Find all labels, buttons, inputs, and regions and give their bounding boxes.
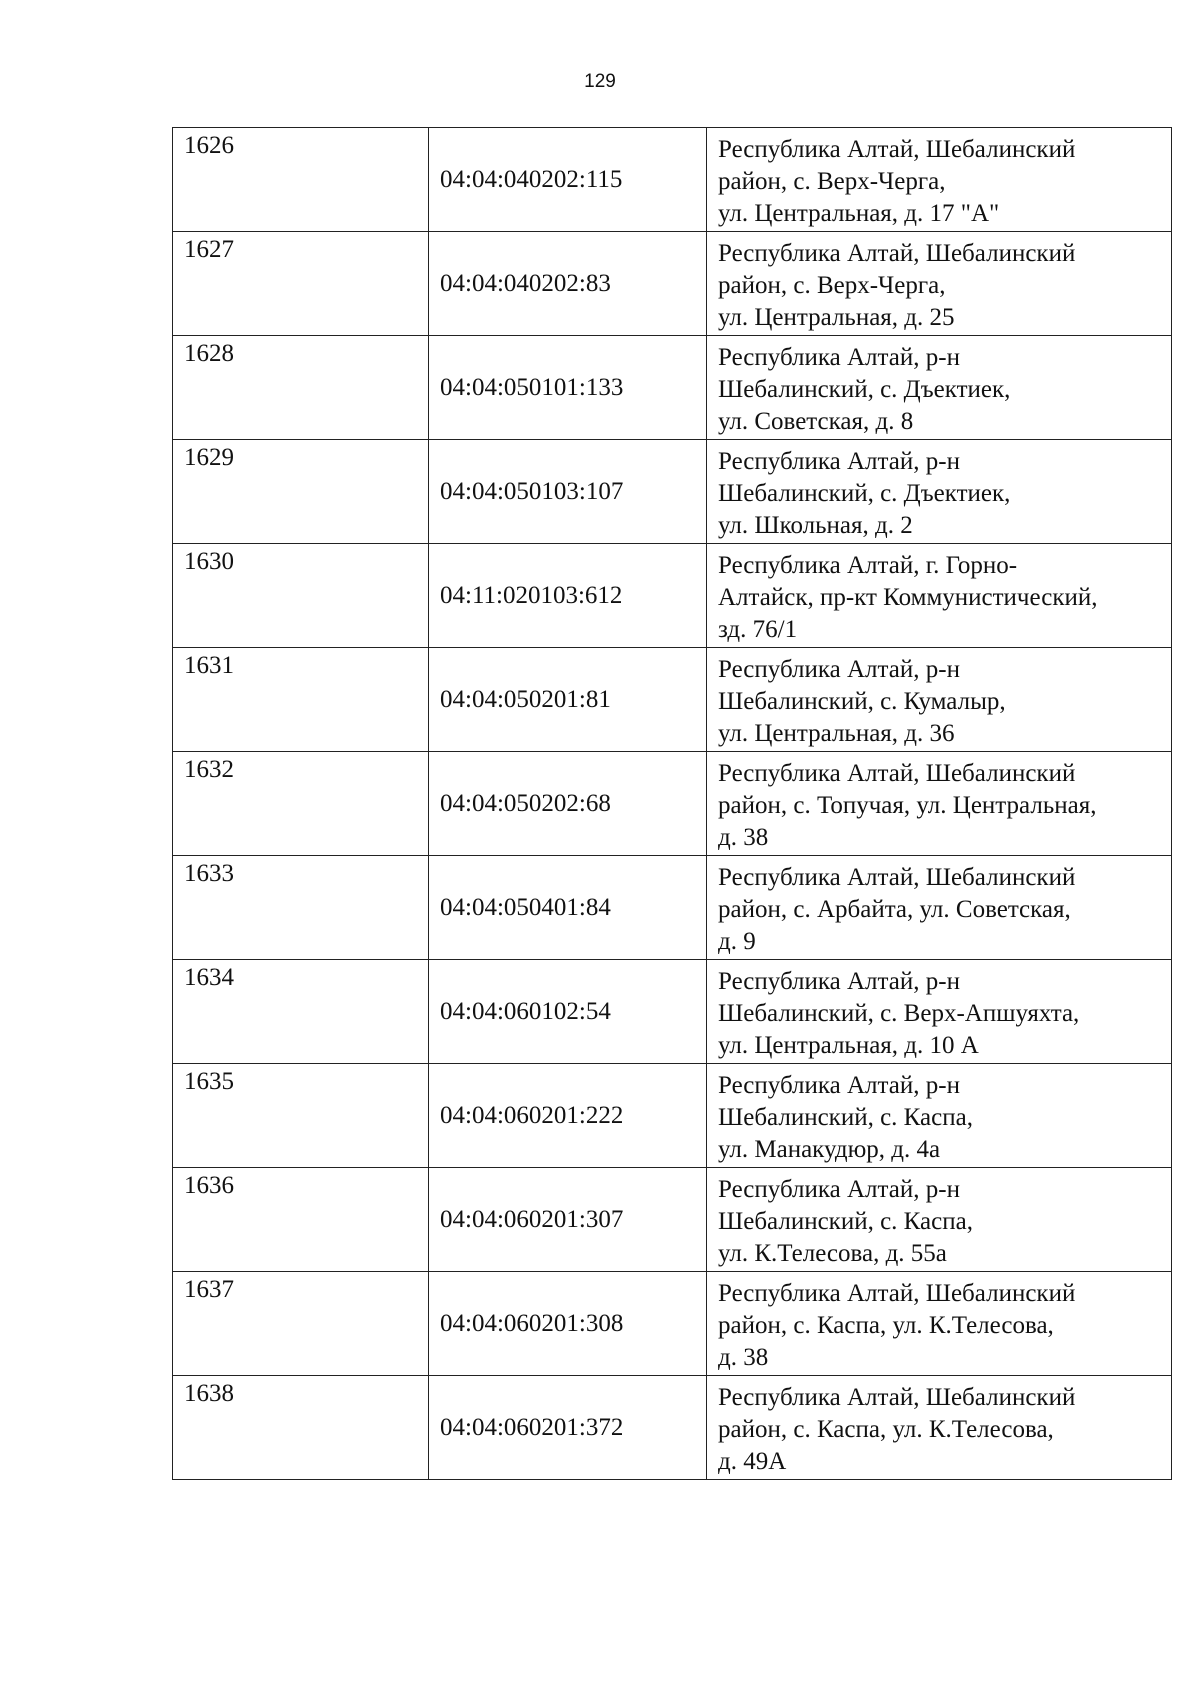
address-cell [707,856,1172,960]
address-line: Республика Алтай, р-н [718,656,960,683]
address-cell [707,1064,1172,1168]
address-cell [707,752,1172,856]
address-line: район, с. Каспа, ул. К.Телесова, [718,1312,1054,1339]
table-body [173,128,1172,1480]
row-number: 1629 [173,440,429,544]
address-line: ул. Центральная, д. 25 [718,304,955,331]
address-cell [707,960,1172,1064]
address-line: ул. К.Телесова, д. 55а [718,1240,947,1267]
row-number: 1635 [173,1064,429,1168]
address-line: район, с. Арбайта, ул. Советская, [718,896,1071,923]
table-row [173,648,1172,752]
address-line: Республика Алтай, Шебалинский [718,240,1076,267]
row-number: 1627 [173,232,429,336]
table-row [173,128,1172,232]
address-line: район, с. Верх-Черга, [718,272,946,299]
row-number: 1630 [173,544,429,648]
cadastral-number: 04:04:060201:307 [429,1168,707,1272]
address-cell [707,1168,1172,1272]
table-row [173,960,1172,1064]
table-row [173,1272,1172,1376]
address-line: ул. Центральная, д. 10 А [718,1032,979,1059]
address-line: Республика Алтай, Шебалинский [718,864,1076,891]
address-line: зд. 76/1 [718,616,798,643]
property-table [172,127,1172,1480]
row-number: 1638 [173,1376,429,1480]
address-cell [707,648,1172,752]
table-row [173,336,1172,440]
cadastral-number: 04:04:060201:222 [429,1064,707,1168]
address-line: Республика Алтай, р-н [718,1072,960,1099]
cadastral-number: 04:04:050401:84 [429,856,707,960]
cadastral-number: 04:04:050101:133 [429,336,707,440]
address-line: Республика Алтай, р-н [718,1176,960,1203]
table-row [173,752,1172,856]
address-line: район, с. Каспа, ул. К.Телесова, [718,1416,1054,1443]
cadastral-number: 04:04:060201:308 [429,1272,707,1376]
address-line: Алтайск, пр-кт Коммунистический, [718,584,1098,611]
address-line: Республика Алтай, Шебалинский [718,760,1076,787]
row-number: 1626 [173,128,429,232]
address-line: ул. Манакудюр, д. 4а [718,1136,941,1163]
address-line: Шебалинский, с. Кумалыр, [718,688,1006,715]
row-number: 1628 [173,336,429,440]
row-number: 1631 [173,648,429,752]
address-line: д. 38 [718,824,769,851]
table-row [173,1168,1172,1272]
address-line: Республика Алтай, р-н [718,448,960,475]
cadastral-number: 04:04:040202:115 [429,128,707,232]
table-row [173,1376,1172,1480]
address-line: Шебалинский, с. Дъектиек, [718,480,1011,507]
address-line: район, с. Топучая, ул. Центральная, [718,792,1097,819]
row-number: 1632 [173,752,429,856]
address-cell [707,544,1172,648]
cadastral-number: 04:04:050103:107 [429,440,707,544]
address-cell [707,1272,1172,1376]
address-line: Республика Алтай, Шебалинский [718,1280,1076,1307]
row-number: 1637 [173,1272,429,1376]
cadastral-number: 04:04:050202:68 [429,752,707,856]
address-cell [707,440,1172,544]
address-line: ул. Школьная, д. 2 [718,512,913,539]
address-line: Республика Алтай, Шебалинский [718,136,1076,163]
address-line: Шебалинский, с. Дъектиек, [718,376,1011,403]
address-line: д. 49А [718,1448,787,1475]
address-cell [707,336,1172,440]
cadastral-number: 04:04:060102:54 [429,960,707,1064]
address-line: ул. Центральная, д. 36 [718,720,955,747]
address-line: ул. Советская, д. 8 [718,408,914,435]
table-row [173,856,1172,960]
cadastral-number: 04:04:040202:83 [429,232,707,336]
table-row [173,1064,1172,1168]
address-line: Шебалинский, с. Каспа, [718,1208,973,1235]
address-line: Республика Алтай, Шебалинский [718,1384,1076,1411]
row-number: 1633 [173,856,429,960]
address-line: Республика Алтай, р-н [718,344,960,371]
cadastral-number: 04:11:020103:612 [429,544,707,648]
address-line: д. 38 [718,1344,769,1371]
address-line: район, с. Верх-Черга, [718,168,946,195]
address-line: Республика Алтай, г. Горно- [718,552,1018,579]
address-cell [707,1376,1172,1480]
page-number: 129 [584,71,616,92]
address-line: Республика Алтай, р-н [718,968,960,995]
row-number: 1636 [173,1168,429,1272]
address-cell [707,128,1172,232]
address-cell [707,232,1172,336]
cadastral-number: 04:04:060201:372 [429,1376,707,1480]
table-row [173,544,1172,648]
table-row [173,440,1172,544]
table-row [173,232,1172,336]
address-line: д. 9 [718,928,756,955]
row-number: 1634 [173,960,429,1064]
cadastral-number: 04:04:050201:81 [429,648,707,752]
address-line: Шебалинский, с. Верх-Апшуяхта, [718,1000,1080,1027]
address-line: ул. Центральная, д. 17 "А" [718,200,1000,227]
address-line: Шебалинский, с. Каспа, [718,1104,973,1131]
